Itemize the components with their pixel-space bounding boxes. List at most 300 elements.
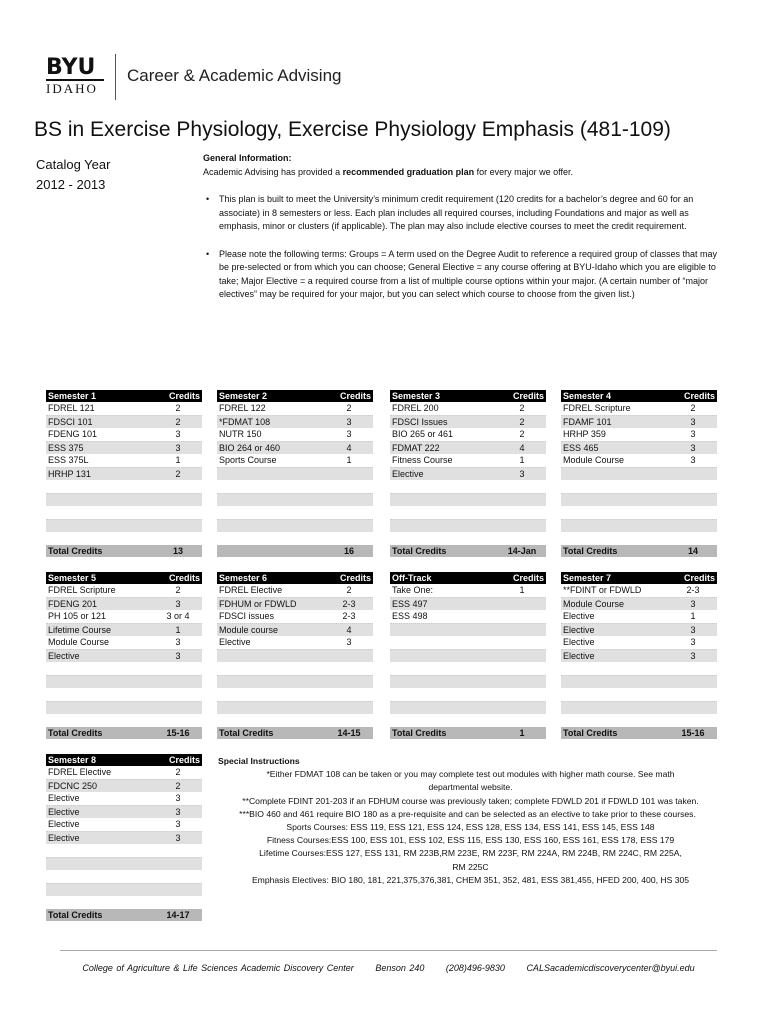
- course-name: FDHUM or FDWLD: [219, 599, 297, 609]
- course-name: Total Credits: [48, 728, 103, 738]
- course-name: Total Credits: [392, 546, 447, 556]
- credits: 3: [346, 417, 352, 427]
- credits: 3: [690, 443, 696, 453]
- course-name: [48, 506, 156, 519]
- table-row: [561, 519, 717, 532]
- credits: Credits: [168, 755, 200, 765]
- course-name: FDSCI 101: [48, 417, 93, 427]
- course-name: Elective: [392, 469, 424, 479]
- credits: [156, 480, 200, 493]
- course-name: [48, 676, 156, 688]
- course-name: Semester 6: [219, 573, 268, 583]
- semester-table: [46, 390, 202, 557]
- course-name: [219, 688, 327, 701]
- course-name: [48, 688, 156, 701]
- credits: [156, 688, 200, 701]
- credits: [500, 624, 544, 636]
- credits: Credits: [512, 391, 544, 401]
- course-name: [563, 520, 671, 532]
- table-row: [390, 428, 546, 441]
- special-line: Sports Courses: ESS 119, ESS 121, ESS 124, ESS 128, ESS 134, ESS 141, ESS 145, ESS 148: [286, 822, 655, 833]
- course-name: FDREL Elective: [219, 585, 283, 595]
- info-heading: General Information:: [203, 153, 292, 163]
- table-row: [46, 402, 202, 415]
- table-row: [217, 675, 373, 688]
- credits: [327, 506, 371, 519]
- course-name: [219, 520, 327, 532]
- table-row: [46, 428, 202, 441]
- credits: Credits: [339, 573, 371, 583]
- credits: 15-16: [166, 728, 190, 738]
- course-name: FDSCI issues: [219, 611, 275, 621]
- special-instructions: [218, 755, 723, 887]
- credits: 3: [175, 819, 181, 829]
- credits: [327, 676, 371, 688]
- footer: [60, 963, 717, 973]
- credits: [500, 480, 544, 493]
- table-row: [46, 493, 202, 506]
- table-row: [46, 844, 202, 857]
- credits: [671, 702, 715, 714]
- course-name: Elective: [563, 651, 595, 661]
- logo-top: BYU: [46, 57, 104, 81]
- course-name: Module Course: [48, 637, 110, 647]
- total-credits-row: [390, 727, 546, 739]
- semester-table: [390, 572, 546, 739]
- table-row: [561, 441, 717, 454]
- table-row: [561, 415, 717, 428]
- table-row: [217, 662, 373, 675]
- total-credits-row: [561, 727, 717, 739]
- course-name: [48, 884, 156, 896]
- course-name: FDAMF 101: [563, 417, 612, 427]
- credits: [156, 676, 200, 688]
- credits: 2: [175, 585, 181, 595]
- course-name: FDMAT 222: [392, 443, 440, 453]
- credits: [500, 520, 544, 532]
- credits: 1: [519, 455, 525, 465]
- credits: [500, 506, 544, 519]
- course-name: Fitness Course: [392, 455, 453, 465]
- header-divider: [115, 54, 116, 100]
- table-row: [217, 480, 373, 493]
- course-name: BIO 265 or 461: [392, 429, 454, 439]
- course-name: FDSCI Issues: [392, 417, 448, 427]
- course-name: Semester 8: [48, 755, 97, 765]
- course-name: Elective: [48, 833, 80, 843]
- credits: 15-16: [681, 728, 705, 738]
- course-name: Elective: [563, 625, 595, 635]
- credits: Credits: [683, 573, 715, 583]
- table-row: [217, 584, 373, 597]
- special-heading: Special Instructions: [218, 756, 300, 766]
- table-row: [561, 688, 717, 701]
- credits: 14-15: [337, 728, 361, 738]
- credits: Credits: [683, 391, 715, 401]
- course-name: HRHP 131: [48, 469, 91, 479]
- course-name: [48, 480, 156, 493]
- course-name: [392, 688, 500, 701]
- table-header: [46, 754, 202, 766]
- credits: [671, 676, 715, 688]
- credits: 3: [690, 637, 696, 647]
- credits: 2-3: [342, 599, 356, 609]
- credits: 2: [519, 417, 525, 427]
- table-row: [217, 415, 373, 428]
- course-name: Off-Track: [392, 573, 432, 583]
- credits: 14-17: [166, 910, 190, 920]
- course-name: ESS 375: [48, 443, 84, 453]
- table-row: [217, 597, 373, 610]
- info-bullet: • This plan is built to meet the University’s minimum credit requirement (120 credits for a bachelor’s degree and 60 for an associate) in 8 semesters or less. Each plan includes all required courses, including Foundations and major as well as emphasis, minor or clusters (if applicable). The plan may also include elective courses to meet the credit requirement.: [203, 193, 723, 234]
- total-credits-row: [46, 545, 202, 557]
- table-row: [46, 675, 202, 688]
- footer-phone: (208)496-9830: [445, 963, 505, 973]
- credits: 1: [519, 585, 525, 595]
- total-credits-row: [561, 545, 717, 557]
- credits: 3: [690, 625, 696, 635]
- course-name: ESS 375L: [48, 455, 89, 465]
- semester-table: [217, 390, 373, 557]
- course-name: NUTR 150: [219, 429, 262, 439]
- credits: [500, 494, 544, 506]
- course-name: FDREL 121: [48, 403, 95, 413]
- table-header: [390, 390, 546, 402]
- course-name: *FDMAT 108: [219, 417, 271, 427]
- credits: 16: [343, 546, 354, 556]
- table-row: [46, 597, 202, 610]
- table-row: [46, 870, 202, 883]
- table-row: [46, 779, 202, 792]
- course-name: [48, 520, 156, 532]
- table-row: [217, 428, 373, 441]
- credits: 13: [172, 546, 183, 556]
- table-row: [46, 649, 202, 662]
- table-row: [217, 493, 373, 506]
- credits: [156, 858, 200, 870]
- table-row: [390, 506, 546, 519]
- table-row: [390, 493, 546, 506]
- course-name: [219, 468, 327, 480]
- table-row: [561, 610, 717, 623]
- course-name: PH 105 or 121: [48, 611, 107, 621]
- table-row: [217, 649, 373, 662]
- credits: 3: [690, 455, 696, 465]
- table-row: [390, 662, 546, 675]
- course-name: FDCNC 250: [48, 781, 98, 791]
- credits: 3: [175, 429, 181, 439]
- course-name: [48, 494, 156, 506]
- semester-table: [217, 572, 373, 739]
- table-row: [390, 649, 546, 662]
- course-name: FDREL Scripture: [48, 585, 116, 595]
- table-row: [561, 467, 717, 480]
- table-row: [46, 584, 202, 597]
- course-name: [392, 624, 500, 636]
- credits: 4: [346, 443, 352, 453]
- credits: [671, 506, 715, 519]
- table-header: [561, 390, 717, 402]
- table-row: [217, 441, 373, 454]
- credits: 3: [519, 469, 525, 479]
- course-name: Sports Course: [219, 455, 277, 465]
- credits: 2: [690, 403, 696, 413]
- credits: 1: [175, 625, 181, 635]
- credits: 14-Jan: [507, 546, 537, 556]
- course-name: [392, 480, 500, 493]
- table-row: [46, 662, 202, 675]
- table-row: [46, 610, 202, 623]
- special-line: Lifetime Courses:ESS 127, ESS 131, RM 223B,RM 223E, RM 223F, RM 224A, RM 224B, RM 224C, RM 225A, RM 225C: [259, 848, 682, 872]
- credits: [327, 688, 371, 701]
- total-credits-row: [217, 727, 373, 739]
- course-name: [219, 662, 327, 675]
- table-row: [561, 623, 717, 636]
- credits: 3: [690, 417, 696, 427]
- course-name: Total Credits: [219, 728, 274, 738]
- credits: [671, 494, 715, 506]
- course-name: [219, 480, 327, 493]
- course-name: Take One:: [392, 585, 434, 595]
- course-name: Elective: [563, 611, 595, 621]
- table-row: [390, 688, 546, 701]
- table-row: [561, 428, 717, 441]
- course-name: [392, 494, 500, 506]
- credits: 3: [175, 443, 181, 453]
- credits: Credits: [168, 391, 200, 401]
- table-row: [217, 623, 373, 636]
- table-row: [46, 454, 202, 467]
- course-name: Module Course: [563, 455, 625, 465]
- table-row: [390, 467, 546, 480]
- table-row: [390, 441, 546, 454]
- table-row: [46, 805, 202, 818]
- semester-table: [46, 572, 202, 739]
- credits: [156, 520, 200, 532]
- table-row: [217, 636, 373, 649]
- course-name: Elective: [563, 637, 595, 647]
- table-header: [46, 572, 202, 584]
- footer-divider: [60, 950, 717, 951]
- table-row: [561, 675, 717, 688]
- course-name: Module Course: [563, 599, 625, 609]
- credits: [327, 468, 371, 480]
- credits: [500, 610, 544, 623]
- credits: 2: [175, 403, 181, 413]
- table-row: [46, 792, 202, 805]
- course-name: Total Credits: [48, 546, 103, 556]
- course-name: [219, 650, 327, 662]
- credits: 1: [519, 728, 525, 738]
- table-row: [217, 688, 373, 701]
- table-row: [46, 467, 202, 480]
- table-row: [390, 480, 546, 493]
- course-name: [48, 858, 156, 870]
- credits: [327, 702, 371, 714]
- table-header: [217, 572, 373, 584]
- table-header: [217, 390, 373, 402]
- credits: 3: [175, 793, 181, 803]
- general-information: [203, 152, 723, 316]
- course-name: Lifetime Course: [48, 625, 112, 635]
- course-name: FDENG 201: [48, 599, 98, 609]
- table-row: [46, 480, 202, 493]
- course-name: ESS 497: [392, 599, 428, 609]
- table-row: [561, 636, 717, 649]
- table-row: [390, 519, 546, 532]
- credits: 2: [175, 781, 181, 791]
- table-row: [561, 662, 717, 675]
- credits: [327, 662, 371, 675]
- credits: 3: [690, 429, 696, 439]
- credits: 3: [175, 807, 181, 817]
- semester-table: [46, 754, 202, 921]
- table-row: [561, 597, 717, 610]
- credits: [327, 494, 371, 506]
- course-name: BIO 264 or 460: [219, 443, 281, 453]
- credits: 2: [519, 429, 525, 439]
- credits: 3: [346, 637, 352, 647]
- credits: 3: [690, 599, 696, 609]
- credits: 2: [175, 417, 181, 427]
- course-name: [563, 702, 671, 714]
- total-credits-row: [46, 909, 202, 921]
- info-bullets: [203, 193, 723, 302]
- credits: 2: [346, 403, 352, 413]
- credits: Credits: [339, 391, 371, 401]
- course-name: FDREL Scripture: [563, 403, 631, 413]
- course-name: FDREL 122: [219, 403, 266, 413]
- table-row: [561, 480, 717, 493]
- table-row: [390, 675, 546, 688]
- table-row: [46, 441, 202, 454]
- table-row: [561, 506, 717, 519]
- credits: 4: [346, 625, 352, 635]
- footer-room: Benson 240: [375, 963, 425, 973]
- table-row: [46, 623, 202, 636]
- info-bullet: • Please note the following terms: Groups = A term used on the Degree Audit to reference a required group of classes that may be pre-selected or from which you can choose; General Elective = any course offering at BYU-Idaho which you are eligible to take; Major Elective = a required course from a list of multiple course options within your major. (A certain number of “major electives” may be required for your major, but you can select which course to choose from the given list.): [203, 248, 723, 302]
- intro-bold: recommended graduation plan: [342, 166, 475, 177]
- credits: 4: [519, 443, 525, 453]
- credits: [156, 870, 200, 883]
- course-name: [219, 494, 327, 506]
- course-name: Elective: [48, 651, 80, 661]
- total-credits-row: [46, 727, 202, 739]
- department-name: Career & Academic Advising: [127, 66, 342, 85]
- table-row: [561, 493, 717, 506]
- course-name: [392, 650, 500, 662]
- course-name: [563, 688, 671, 701]
- table-header: [390, 572, 546, 584]
- credits: 14: [687, 546, 698, 556]
- table-row: [217, 454, 373, 467]
- course-name: Semester 3: [392, 391, 441, 401]
- table-row: [46, 688, 202, 701]
- intro-text-end: for every major we offer.: [474, 166, 573, 177]
- credits: 1: [346, 455, 352, 465]
- credits: 2: [175, 767, 181, 777]
- table-row: [561, 649, 717, 662]
- credits: 3: [175, 651, 181, 661]
- course-name: ESS 465: [563, 443, 599, 453]
- table-row: [46, 831, 202, 844]
- catalog-label: Catalog Year: [36, 157, 111, 172]
- course-name: [392, 676, 500, 688]
- course-name: FDREL 200: [392, 403, 439, 413]
- course-name: Semester 2: [219, 391, 268, 401]
- table-row: [46, 883, 202, 896]
- credits: [156, 662, 200, 675]
- course-name: [563, 494, 671, 506]
- course-name: Elective: [48, 807, 80, 817]
- table-row: [217, 506, 373, 519]
- course-name: Semester 1: [48, 391, 97, 401]
- credits: 3: [175, 833, 181, 843]
- course-name: Semester 5: [48, 573, 97, 583]
- catalog-years: 2012 - 2013: [36, 177, 106, 192]
- course-name: [392, 702, 500, 714]
- course-name: FDREL Elective: [48, 767, 112, 777]
- course-name: [219, 702, 327, 714]
- table-row: [46, 415, 202, 428]
- course-name: [219, 676, 327, 688]
- logo-bottom: IDAHO: [46, 81, 98, 96]
- credits: [156, 844, 200, 857]
- credits: [671, 480, 715, 493]
- intro-text: Academic Advising has provided a: [203, 166, 343, 177]
- course-name: HRHP 359: [563, 429, 606, 439]
- course-name: [392, 506, 500, 519]
- credits: [500, 636, 544, 649]
- credits: [156, 506, 200, 519]
- credits: 3 or 4: [166, 611, 190, 621]
- credits: [671, 468, 715, 480]
- credits: 3: [690, 651, 696, 661]
- credits: [500, 650, 544, 662]
- table-row: [217, 467, 373, 480]
- course-name: Elective: [48, 819, 80, 829]
- table-row: [561, 701, 717, 714]
- semester-table: [390, 390, 546, 557]
- course-name: [563, 662, 671, 675]
- table-row: [561, 402, 717, 415]
- footer-email[interactable]: CALSacademicdiscoverycenter@byui.edu: [526, 963, 695, 973]
- course-name: [563, 480, 671, 493]
- credits: [671, 662, 715, 675]
- credits: 3: [175, 599, 181, 609]
- table-row: [561, 584, 717, 597]
- table-row: [46, 636, 202, 649]
- credits: [156, 494, 200, 506]
- credits: [671, 688, 715, 701]
- credits: 1: [175, 455, 181, 465]
- credits: 2: [175, 469, 181, 479]
- semester-table: [561, 572, 717, 739]
- special-line: ***BIO 460 and 461 require BIO 180 as a pre-requisite and can be selected as an elective to take prior to these courses.: [239, 808, 696, 819]
- table-row: [46, 519, 202, 532]
- table-row: [390, 454, 546, 467]
- table-row: [217, 701, 373, 714]
- course-name: [563, 506, 671, 519]
- course-name: Elective: [48, 793, 80, 803]
- course-name: [48, 870, 156, 883]
- course-name: Elective: [219, 637, 251, 647]
- table-row: [46, 857, 202, 870]
- credits: [671, 520, 715, 532]
- course-name: [563, 468, 671, 480]
- course-name: [48, 702, 156, 714]
- table-row: [561, 454, 717, 467]
